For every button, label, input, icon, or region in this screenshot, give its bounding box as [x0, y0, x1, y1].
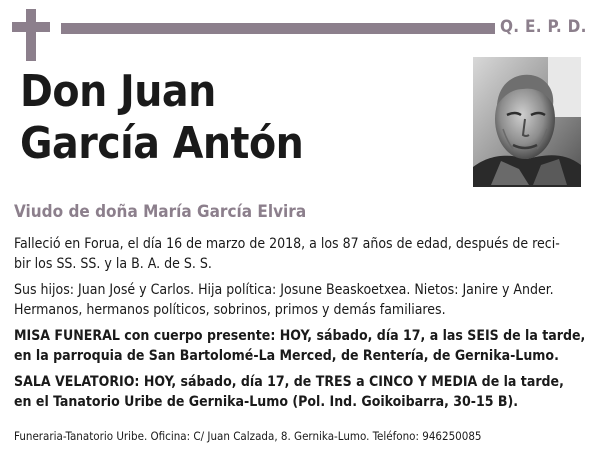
funeral-home-footer: Funeraria-Tanatorio Uribe. Oficina: C/ Juan Calzada, 8. Gernika-Lumo. Teléfono: 946250085 [14, 429, 482, 443]
wake-line2: en el Tanatorio Uribe de Gernika-Lumo (Pol. Ind. Goikoibarra, 30-15 B). [14, 394, 519, 410]
wake-paragraph [14, 372, 582, 412]
mass-line2: en la parroquia de San Bartolomé-La Merced, de Rentería, de Gernika-Lumo. [14, 348, 559, 364]
qepd-label: Q. E. P. D. [500, 17, 587, 37]
family-line1: Sus hijos: Juan José y Carlos. Hija política: Josune Beaskoetxea. Nietos: Janire y Ander. [14, 282, 554, 298]
deceased-name-line1: Don Juan [20, 66, 216, 117]
wake-line1: SALA VELATORIO: HOY, sábado, día 17, de TRES a CINCO Y MEDIA de la tarde, [14, 374, 564, 390]
mass-paragraph [14, 326, 586, 366]
death-line2: bir los SS. SS. y la B. A. de S. S. [14, 256, 212, 272]
deceased-name [20, 66, 303, 170]
cross-icon-horizontal [12, 22, 50, 32]
family-paragraph [14, 280, 582, 320]
widow-of-line: Viudo de doña María García Elvira [14, 202, 307, 222]
header-rule [61, 23, 495, 34]
portrait-photo [473, 57, 581, 187]
portrait-image [473, 57, 581, 187]
mass-line1: MISA FUNERAL con cuerpo presente: HOY, sábado, día 17, a las SEIS de la tarde, [14, 328, 586, 344]
deceased-name-line2: García Antón [20, 118, 304, 169]
death-line1: Falleció en Forua, el día 16 de marzo de 2018, a los 87 años de edad, después de reci- [14, 236, 560, 252]
family-line2: Hermanos, hermanos políticos, sobrinos, primos y demás familiares. [14, 302, 446, 318]
cross-icon-vertical [26, 9, 36, 61]
death-paragraph [14, 234, 582, 274]
